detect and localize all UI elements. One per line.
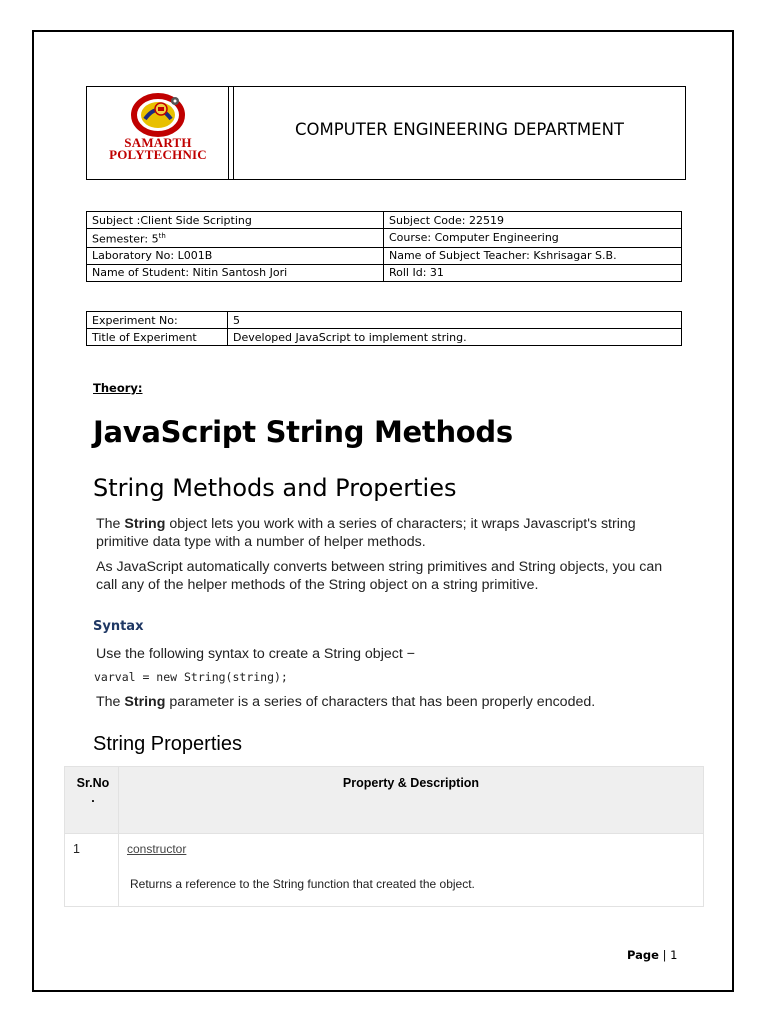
semester-text: Semester: 5 <box>92 232 159 246</box>
paragraph-conversion: As JavaScript automatically converts between string primitives and String objects, you can call any of the helper methods of the String object on a string primitive. <box>96 559 663 593</box>
string-bold: String <box>124 516 166 532</box>
experiment-title-label: Title of Experiment <box>87 329 228 346</box>
header-property-description: Property & Description <box>342 776 480 790</box>
samarth-polytechnic-logo <box>117 91 199 139</box>
theory-label: Theory: <box>93 381 143 395</box>
string-bold: String <box>124 694 166 710</box>
table-row <box>87 212 682 229</box>
properties-table <box>64 766 704 907</box>
table-row <box>87 329 682 346</box>
syntax-heading: Syntax <box>93 619 144 634</box>
teacher-cell: Name of Subject Teacher: Kshrisagar S.B. <box>384 247 682 264</box>
logo-line-2: POLYTECHNIC <box>109 147 207 162</box>
main-heading: JavaScript String Methods <box>93 415 513 449</box>
paragraph-parameter: The String parameter is a series of characters that has been properly encoded. <box>96 694 596 710</box>
subheading: String Methods and Properties <box>93 474 457 502</box>
subject-cell: Subject :Client Side Scripting <box>87 212 384 229</box>
department-cell <box>233 87 685 179</box>
table-row <box>87 229 682 248</box>
syntax-intro: Use the following syntax to create a String object − <box>96 646 415 662</box>
experiment-no-label: Experiment No: <box>87 312 228 329</box>
experiment-table <box>86 311 682 346</box>
row-description: Returns a reference to the String function that created the object. <box>130 877 475 891</box>
code-snippet: varval = new String(string); <box>94 670 288 684</box>
student-info-table <box>86 211 682 282</box>
subject-code-cell: Subject Code: 22519 <box>384 212 682 229</box>
student-name-cell: Name of Student: Nitin Santosh Jori <box>87 264 384 281</box>
roll-id-cell: Roll Id: 31 <box>384 264 682 281</box>
properties-heading: String Properties <box>93 733 242 755</box>
experiment-title-value: Developed JavaScript to implement string. <box>228 329 682 346</box>
paragraph-intro: The String object lets you work with a series of characters; it wraps Javascript's string primitive data type with a number of helper methods. <box>96 516 636 550</box>
semester-superscript: th <box>158 232 166 240</box>
constructor-link[interactable]: constructor <box>127 842 187 856</box>
course-cell: Course: Computer Engineering <box>384 229 682 248</box>
header-box <box>86 86 686 180</box>
logo-cell <box>87 87 229 179</box>
table-row <box>87 264 682 281</box>
page-number: Page | 1 <box>627 948 678 962</box>
semester-cell <box>87 229 384 248</box>
header-srno: Sr.No . <box>76 776 110 805</box>
table-row <box>87 247 682 264</box>
department-title: COMPUTER ENGINEERING DEPARTMENT <box>294 120 625 139</box>
lab-no-cell: Laboratory No: L001B <box>87 247 384 264</box>
row-number: 1 <box>73 842 80 856</box>
logo-line-1: SAMARTH <box>124 135 192 150</box>
table-row <box>87 312 682 329</box>
experiment-no-value: 5 <box>228 312 682 329</box>
